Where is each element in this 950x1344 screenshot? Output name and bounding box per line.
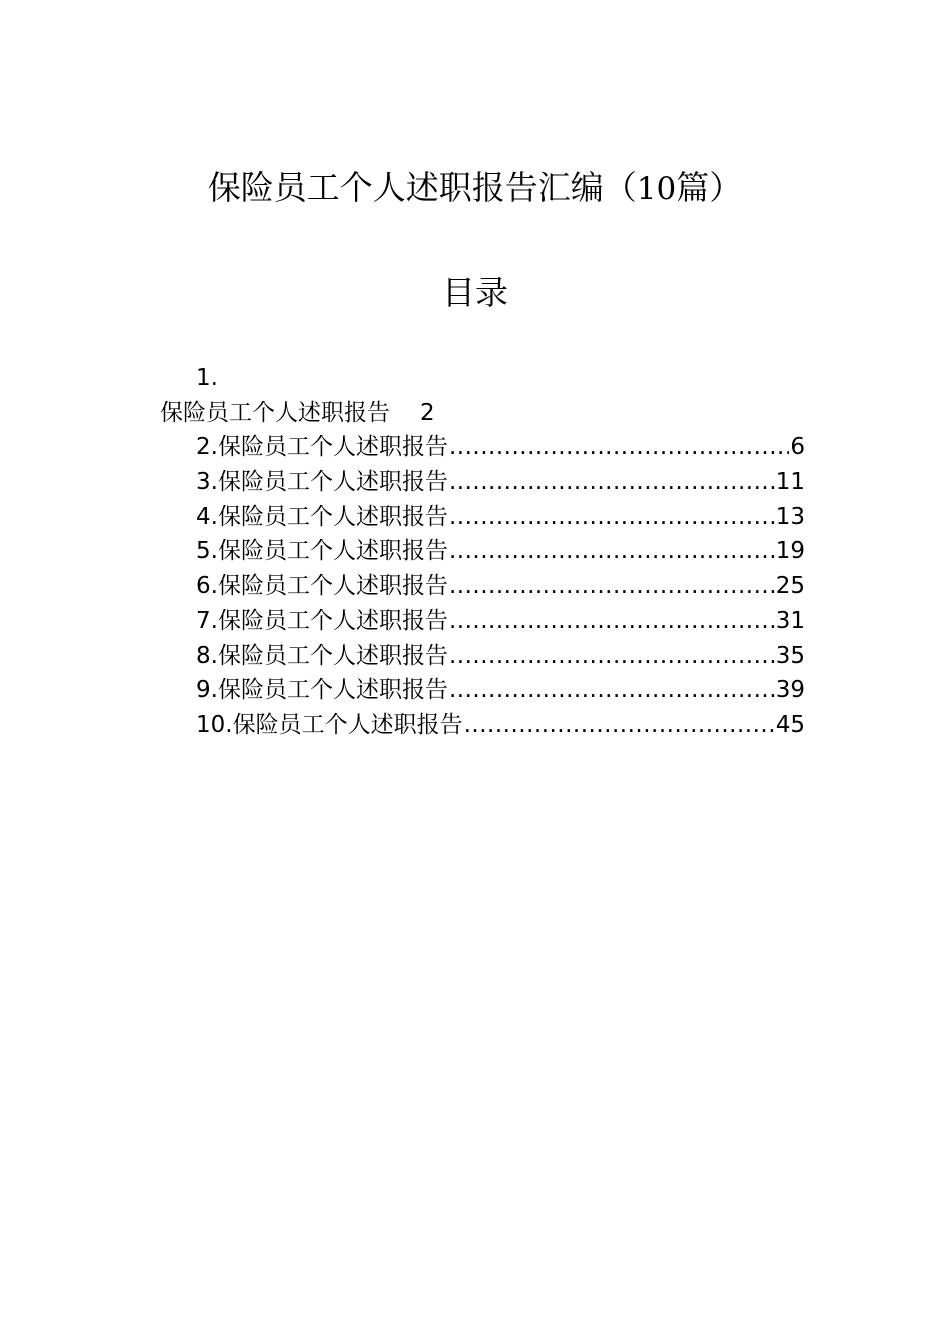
toc-entry-page: 31 (775, 608, 805, 634)
toc-entry-page: 25 (775, 573, 805, 599)
toc-entry-7[interactable] (196, 606, 805, 636)
toc-leader-dots (449, 675, 775, 705)
toc-entry-9[interactable] (196, 675, 805, 705)
toc-entry-6[interactable] (196, 571, 805, 601)
document-title (0, 165, 950, 212)
toc-entry-5[interactable] (196, 536, 805, 566)
toc-leader-dots (449, 606, 775, 636)
toc-entry-10[interactable] (196, 710, 805, 740)
toc-entry-label: 10.保险员工个人述职报告 (196, 712, 463, 738)
toc-entry-page: 39 (775, 677, 805, 703)
document-title-number: 10 (636, 171, 677, 207)
toc-entry-1[interactable] (160, 398, 435, 428)
toc-entry-page: 35 (775, 643, 805, 669)
toc-entry-label: 8.保险员工个人述职报告 (196, 643, 448, 669)
document-title-suffix: 篇） (676, 168, 743, 207)
toc-leader-dots (449, 432, 789, 462)
toc-leader-dots (464, 710, 775, 740)
toc-entry-page: 11 (775, 469, 805, 495)
toc-entry-label: 7.保险员工个人述职报告 (196, 608, 448, 634)
toc-entry-2[interactable] (196, 432, 805, 462)
toc-entry-8[interactable] (196, 641, 805, 671)
toc-entry-3[interactable] (196, 467, 805, 497)
toc-entry-label: 5.保险员工个人述职报告 (196, 538, 448, 564)
toc-entry-1-number[interactable]: 1. (196, 365, 218, 391)
toc-entry-label: 6.保险员工个人述职报告 (196, 573, 448, 599)
toc-leader-dots (449, 502, 775, 532)
toc-entry-label: 2.保险员工个人述职报告 (196, 434, 448, 460)
toc-leader-dots (449, 641, 775, 671)
toc-entry-label: 9.保险员工个人述职报告 (196, 677, 448, 703)
toc-entry-1-title: 保险员工个人述职报告 (160, 400, 390, 426)
document-title-prefix: 保险员工个人述职报告汇编（ (207, 168, 637, 207)
toc-leader-dots (449, 467, 775, 497)
toc-entry-page: 6 (790, 434, 805, 460)
toc-leader-dots (449, 536, 775, 566)
toc-entry-label: 4.保险员工个人述职报告 (196, 504, 448, 530)
toc-heading: 目录 (442, 273, 508, 312)
toc-entry-label: 3.保险员工个人述职报告 (196, 469, 448, 495)
toc-leader-dots (449, 571, 775, 601)
toc-entry-4[interactable] (196, 502, 805, 532)
toc-entry-page: 19 (775, 538, 805, 564)
toc-entry-1-page: 2 (420, 400, 435, 426)
toc-entry-page: 45 (775, 712, 805, 738)
toc-entry-page: 13 (775, 504, 805, 530)
